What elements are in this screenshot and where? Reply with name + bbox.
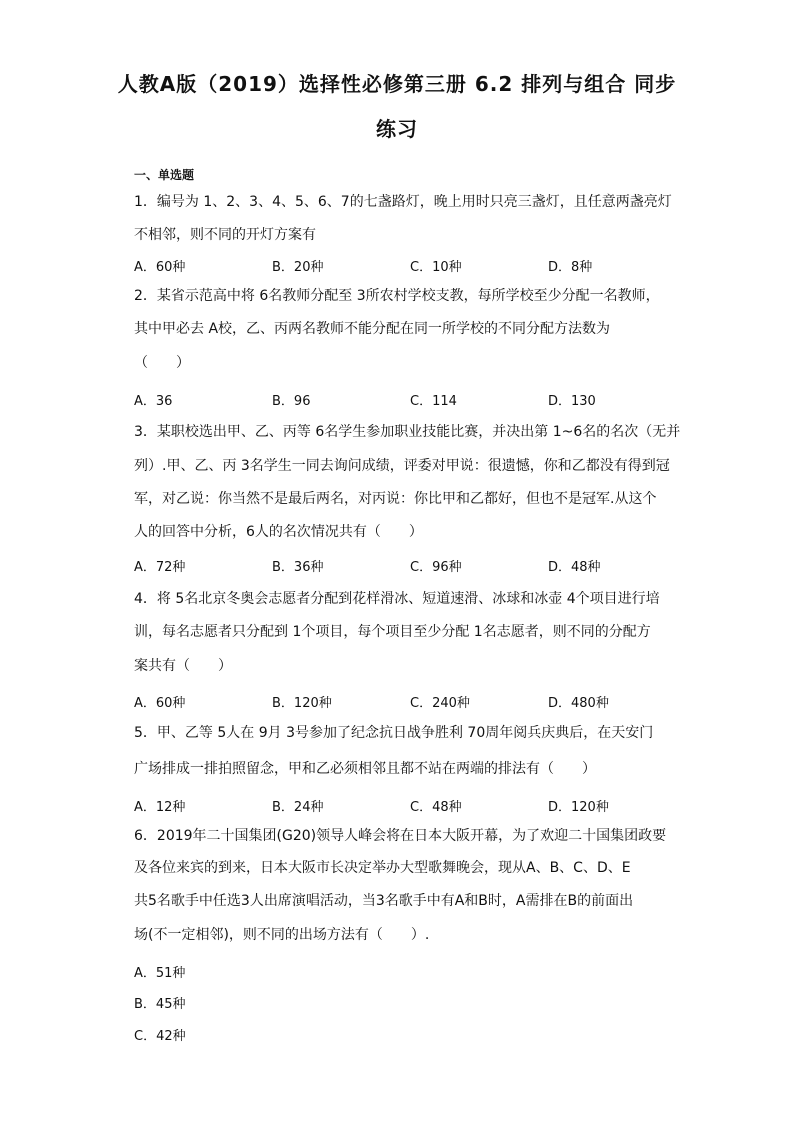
question-text: 场(不一定相邻)，则不同的出场方法有（ ）. <box>134 927 430 943</box>
option-b: B．96 <box>272 394 311 409</box>
option-a: A．60种 <box>134 696 186 711</box>
question-text: 5．甲、乙等 5人在 9月 3号参加了纪念抗日战争胜利 70周年阅兵庆典后，在天安门 <box>134 725 654 741</box>
option-a: A．51种 <box>134 966 186 981</box>
option-c: C．240种 <box>410 696 470 711</box>
page-title: 人教A版（2019）选择性必修第三册 6.2 排列与组合 同步 <box>117 72 677 96</box>
question-text: 共5名歌手中任选3人出席演唱活动，当3名歌手中有A和B时，A需排在B的前面出 <box>134 893 634 909</box>
option-c: C．48种 <box>410 800 462 815</box>
page-title-continued: 练习 <box>376 117 418 141</box>
option-a: A．36 <box>134 394 173 409</box>
question-text: 3．某职校选出甲、乙、丙等 6名学生参加职业技能比赛，并决出第 1~6名的名次（无并 <box>134 424 681 440</box>
option-a: A．12种 <box>134 800 186 815</box>
question-text: 列）.甲、乙、丙 3名学生一同去询问成绩，评委对甲说：很遗憾，你和乙都没有得到冠 <box>134 458 670 474</box>
option-c: C．114 <box>410 394 457 409</box>
question-text: 4．将 5名北京冬奥会志愿者分配到花样滑冰、短道速滑、冰球和冰壶 4个项目进行培 <box>134 591 660 607</box>
option-d: D．8种 <box>548 260 593 275</box>
question-text: 1．编号为 1、2、3、4、5、6、7的七盏路灯，晚上用时只亮三盏灯，且任意两盏亮灯 <box>134 194 672 210</box>
question-text: 军，对乙说：你当然不是最后两名，对丙说：你比甲和乙都好，但也不是冠军.从这个 <box>134 491 657 507</box>
option-b: B．120种 <box>272 696 332 711</box>
option-b: B．45种 <box>134 997 186 1012</box>
question-text: 其中甲必去 A校，乙、丙两名教师不能分配在同一所学校的不同分配方法数为 <box>134 321 611 337</box>
question-text: 训，每名志愿者只分配到 1个项目，每个项目至少分配 1名志愿者，则不同的分配方 <box>134 624 651 640</box>
option-b: B．36种 <box>272 560 324 575</box>
question-text: 人的回答中分析，6人的名次情况共有（ ） <box>134 524 423 540</box>
section-heading: 一、单选题 <box>134 168 195 182</box>
question-text: 及各位来宾的到来，日本大阪市长决定举办大型歌舞晚会，现从A、B、C、D、E <box>134 860 631 876</box>
option-a: A．60种 <box>134 260 186 275</box>
question-text: 广场排成一排拍照留念，甲和乙必须相邻且都不站在两端的排法有（ ） <box>134 761 596 777</box>
question-text: 不相邻，则不同的开灯方案有 <box>134 227 316 243</box>
question-text: 案共有（ ） <box>134 658 232 674</box>
option-d: D．120种 <box>548 800 609 815</box>
option-d: D．48种 <box>548 560 601 575</box>
option-c: C．42种 <box>134 1029 186 1044</box>
option-c: C．10种 <box>410 260 462 275</box>
option-d: D．480种 <box>548 696 609 711</box>
option-b: B．20种 <box>272 260 324 275</box>
option-b: B．24种 <box>272 800 324 815</box>
option-c: C．96种 <box>410 560 462 575</box>
question-text: 6．2019年二十国集团(G20)领导人峰会将在日本大阪开幕，为了欢迎二十国集团政要 <box>134 828 667 844</box>
question-text: （ ） <box>134 355 190 371</box>
question-text: 2．某省示范高中将 6名教师分配至 3所农村学校支教，每所学校至少分配一名教师， <box>134 288 660 304</box>
option-d: D．130 <box>548 394 596 409</box>
option-a: A．72种 <box>134 560 186 575</box>
